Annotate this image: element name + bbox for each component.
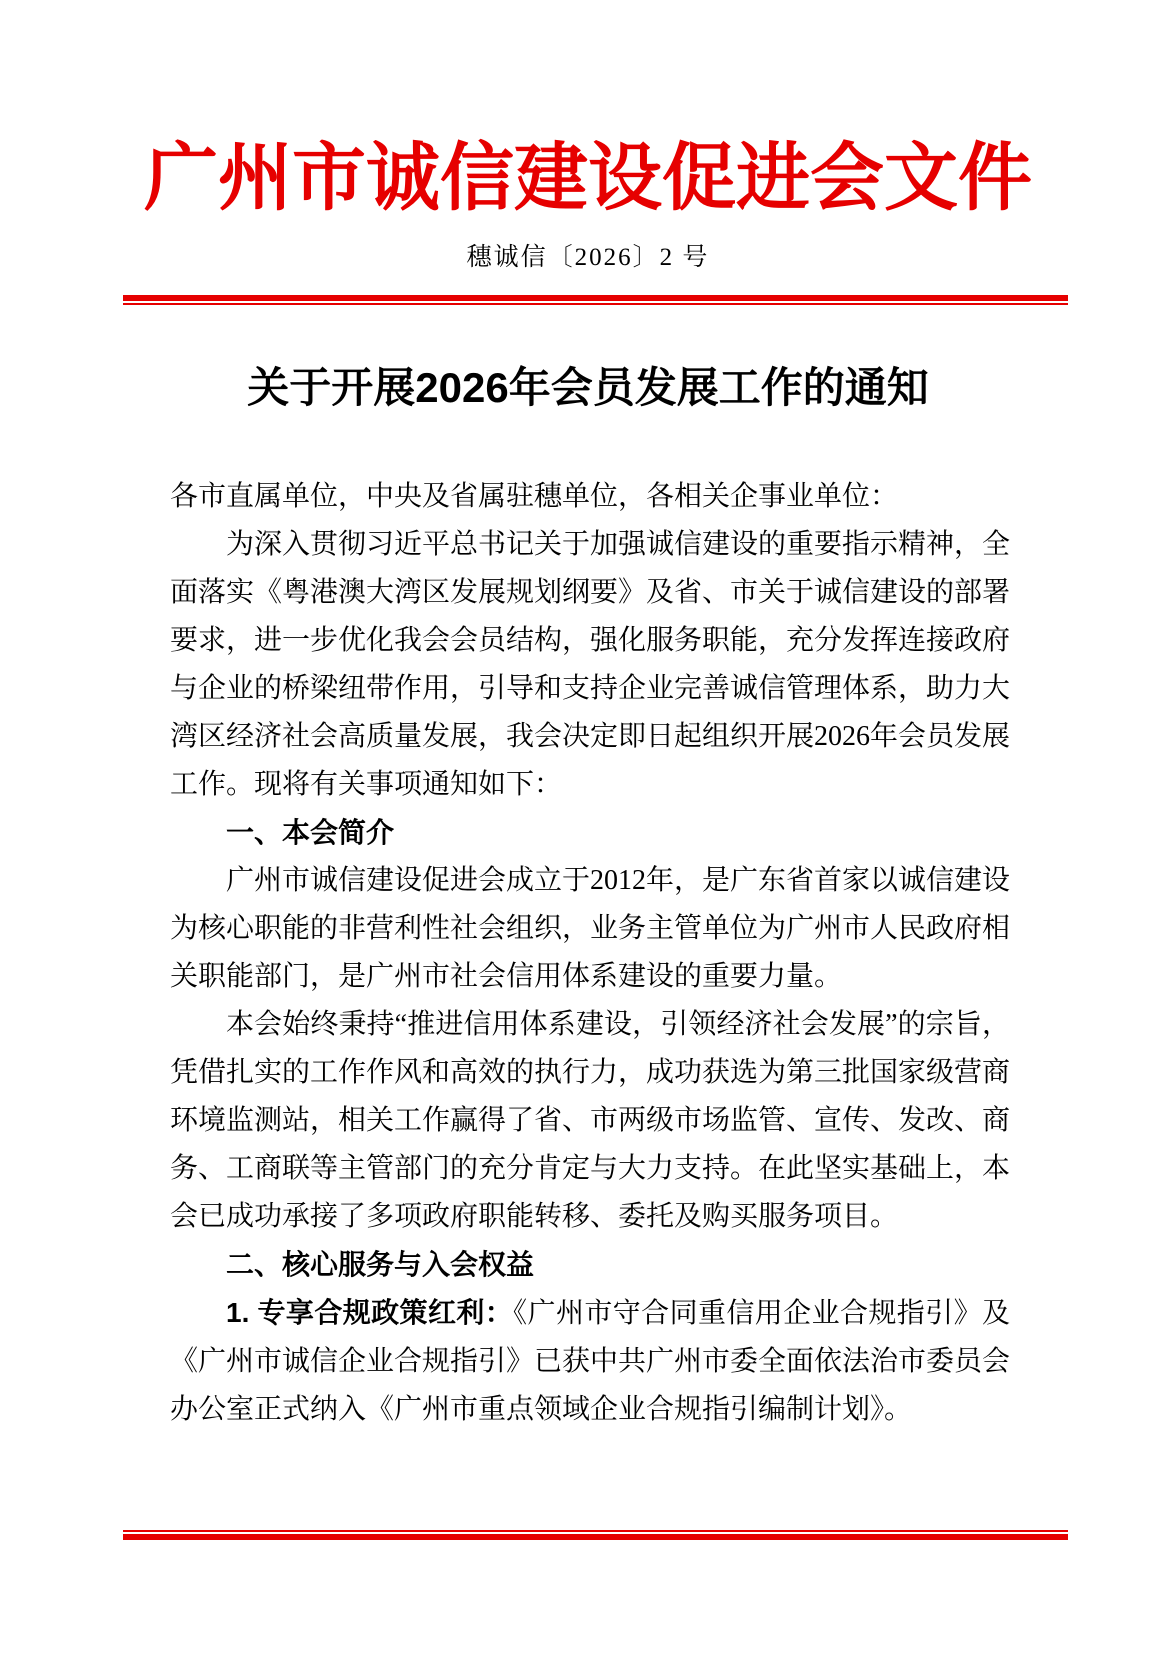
document-title: 关于开展2026年会员发展工作的通知 — [247, 364, 929, 412]
header-divider — [123, 295, 1068, 305]
benefit-1-label: 1. 专享合规政策红利： — [226, 1297, 514, 1329]
section-heading-1: 一、本会简介 — [226, 817, 395, 849]
paragraph-section1-achievements: 本会始终秉持“推进信用体系建设，引领经济社会发展”的宗旨，凭借扎实的工作作风和高效的执行力，成功获选为第三批国家级营商环境监测站，相关工作赢得了省、市两级市场监管、宣传、发改、商务、工商联等主管部门的充分肯定与大力支持。在此坚实基础上，本会已成功承接了多项政府职能转移、委托及购买服务项目。 — [170, 1009, 1011, 1233]
section-heading-2: 二、核心服务与入会权益 — [226, 1249, 535, 1281]
salutation: 各市直属单位，中央及省属驻穗单位，各相关企事业单位： — [170, 481, 899, 513]
header-divider-thin-line — [123, 303, 1068, 305]
footer-divider — [123, 1530, 1068, 1540]
paragraph-intro: 为深入贯彻习近平总书记关于加强诚信建设的重要指示精神，全面落实《粤港澳大湾区发展规划纲要》及省、市关于诚信建设的部署要求，进一步优化我会会员结构，强化服务职能，充分发挥连接政府与企业的桥梁纽带作用，引导和支持企业完善诚信管理体系，助力大湾区经济社会高质量发展，我会决定即日起组织开展2026年会员发展工作。现将有关事项通知如下： — [170, 529, 1011, 801]
header-divider-thick-line — [123, 295, 1068, 301]
doc-number: 穗诚信〔2026〕2 号 — [466, 244, 710, 272]
footer-divider-thick-line — [123, 1534, 1068, 1540]
document-body — [170, 473, 1010, 1434]
footer-divider-thin-line — [123, 1530, 1068, 1532]
paragraph-benefit-1 — [170, 1289, 1010, 1434]
paragraph-section1-about: 广州市诚信建设促进会成立于2012年，是广东省首家以诚信建设为核心职能的非营利性社会组织，业务主管单位为广州市人民政府相关职能部门，是广州市社会信用体系建设的重要力量。 — [170, 865, 1011, 993]
document-header — [0, 136, 1176, 305]
benefit-1-text: 《广州市守合同重信用企业合规指引》及《广州市诚信企业合规指引》已获中共广州市委全面依法治市委员会办公室正式纳入《广州市重点领域企业合规指引编制计划》。 — [170, 1298, 1011, 1426]
org-title: 广州市诚信建设促进会文件 — [144, 135, 1032, 221]
